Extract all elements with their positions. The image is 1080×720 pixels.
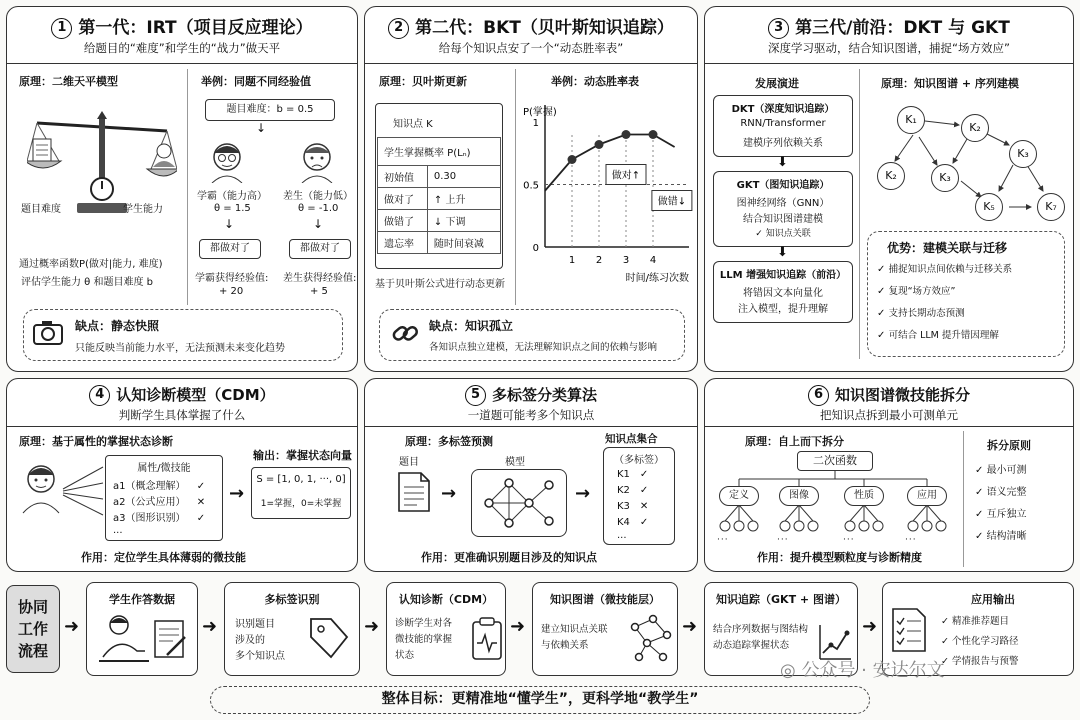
rule-title: 拆分原则	[987, 439, 1031, 452]
bkt-row-key: 遗忘率	[378, 232, 428, 254]
knowledge-node: K₇	[1037, 193, 1065, 221]
check-icon: ✓	[877, 286, 889, 297]
low-student-name: 差生（能力低）	[283, 191, 353, 202]
dkt-title: DKT（深度知识追踪）	[731, 104, 835, 115]
check-icon: ✓	[975, 531, 987, 542]
difficulty-label: 题目难度	[21, 204, 61, 215]
workflow-label: 协同 工作 流程	[6, 585, 60, 673]
panel-irt-subtitle: 给题目的“难度”和学生的“战力”做天平	[83, 41, 281, 55]
correct-box-low: 都做对了	[289, 239, 351, 259]
flow-step-graph	[532, 582, 678, 676]
panel-multilabel-subtitle: 一道题可能考多个知识点	[467, 408, 595, 422]
child-node: 图像	[779, 486, 819, 506]
dkt-line-1: RNN/Transformer	[740, 118, 826, 129]
knowledge-node: K₃	[931, 164, 959, 192]
child-node: 定义	[719, 486, 759, 506]
knowledge-node: K₂	[877, 162, 905, 190]
clipboard-icon	[471, 617, 503, 661]
low-student-icon	[297, 139, 337, 183]
panel-bkt	[364, 6, 698, 372]
check-icon: ✓	[975, 487, 987, 498]
check-icon: ✓	[196, 481, 206, 492]
model-label: 模型	[505, 457, 525, 468]
irt-formula-1: 通过概率函数P(做对|能力, 难度)	[19, 259, 163, 270]
check-icon: ✓	[877, 308, 889, 319]
attribute-title: 属性/微技能	[137, 463, 191, 474]
flow-step-title: 学生作答数据	[109, 593, 175, 606]
arrow-right-icon: ➜	[510, 616, 526, 637]
question-label: 题目	[399, 457, 419, 468]
y-axis-label: P(掌握)	[523, 107, 557, 118]
flow-step-desc: 动态追踪掌握状态	[713, 640, 790, 651]
bkt-row-key: 初始值	[378, 166, 428, 188]
top-gain-label: 学霸获得经验值:	[195, 273, 269, 284]
knowledge-node: K₃	[1009, 140, 1037, 168]
check-icon: ✓	[941, 656, 952, 667]
cross-icon: ✕	[639, 501, 649, 512]
multilabel-principle: 原理：多标签预测	[405, 435, 493, 448]
panel-skill-split	[704, 378, 1074, 572]
document-icon	[397, 471, 431, 513]
bkt-row-value: 0.30	[427, 166, 500, 188]
arrow-right-icon: →	[229, 483, 245, 504]
cdm-effect: 作用：定位学生具体薄弱的微技能	[81, 551, 246, 564]
flow-step-desc: 结合序列数据与图结构	[713, 624, 809, 635]
right-answer-label: 做对↑	[611, 170, 641, 182]
cdm-principle: 原理：基于属性的掌握状态诊断	[19, 435, 173, 448]
attribute-item: ...	[113, 525, 123, 536]
graph-icon	[627, 613, 675, 665]
attribute-item: a1（概念理解） ✓	[113, 481, 206, 492]
attribute-item: a2（公式应用） ✕	[113, 497, 206, 508]
child-node: 应用	[907, 486, 947, 506]
bkt-table-head: 学生掌握概率 P(Lₙ)	[378, 138, 501, 166]
data-point	[649, 130, 658, 139]
flow-step-title: 知识追踪（GKT + 图谱）	[716, 593, 846, 606]
flow-step-desc: 与依赖关系	[541, 640, 589, 651]
check-icon: ✓	[877, 264, 889, 275]
check-icon: ✓	[975, 509, 987, 520]
panel-bkt-title: 2 第二代：BKT（贝叶斯知识追踪）	[365, 13, 697, 39]
data-point	[622, 130, 631, 139]
panel-dkt-gkt	[704, 6, 1074, 372]
rule-item: ✓ 最小可测	[975, 465, 1027, 476]
graph-title: 原理：知识图谱 + 序列建模	[881, 77, 1019, 90]
bkt-row-key: 做对了	[378, 188, 428, 210]
panel-cdm-title: 4 认知诊断模型（CDM）	[7, 384, 357, 406]
bkt-table-title: 知识点 K	[393, 119, 433, 130]
arrow-right-icon: →	[441, 483, 457, 504]
down-arrow-icon: ↓	[224, 217, 235, 231]
panel-number: 5	[465, 385, 486, 406]
advantage-item: ✓ 复现“场方效应”	[877, 286, 956, 297]
arrow-right-icon: ➜	[364, 616, 380, 637]
gkt-line-2: 结合知识图谱建模	[743, 214, 823, 225]
gkt-line-1: 图神经网络（GNN）	[736, 198, 830, 209]
knowledge-node: K₂	[961, 114, 989, 142]
flow-step-desc: 微技能的掌握	[395, 634, 453, 645]
llm-line-1: 将错因文本向量化	[743, 288, 823, 299]
check-icon: ✓	[639, 517, 649, 528]
advantage-item: ✓ 支持长期动态预测	[877, 308, 965, 319]
evolution-title: 发展演进	[755, 77, 799, 90]
dkt-line-2: 建模序列依赖关系	[743, 138, 823, 149]
gkt-title: GKT（图知识追踪）	[736, 180, 830, 191]
difficulty-box: 题目难度：b = 0.5	[205, 99, 335, 121]
knowledge-node: K₅	[975, 193, 1003, 221]
flow-step-desc: 多个知识点	[235, 651, 285, 662]
cdm-output-title: 输出：掌握状态向量	[253, 449, 352, 462]
panel-irt	[6, 6, 358, 372]
cross-icon: ✕	[196, 497, 206, 508]
irt-weakness-title: 缺点：静态快照	[75, 319, 160, 333]
top-student-name: 学霸（能力高）	[197, 191, 267, 202]
arrow-right-icon: ➜	[202, 616, 218, 637]
top-gain-value: + 20	[219, 286, 244, 297]
bkt-row-key: 做错了	[378, 210, 428, 232]
irt-example-title: 举例：同题不同经验值	[201, 75, 311, 88]
flow-step-cdm	[386, 582, 506, 676]
bkt-table	[377, 137, 501, 254]
bkt-row-value: ↓ 下调	[427, 210, 500, 232]
split-tree-lines	[709, 471, 959, 541]
arrow-right-icon: ➜	[64, 616, 80, 637]
flow-step-answers	[86, 582, 198, 676]
flow-step-multilabel	[224, 582, 360, 676]
ability-label: 学生能力	[123, 204, 163, 215]
panel-number: 3	[768, 18, 789, 39]
advantage-title: 优势：建模关联与迁移	[887, 241, 1008, 255]
arrow-right-icon: →	[575, 483, 591, 504]
rule-item: ✓ 语义完整	[975, 487, 1027, 498]
panel-irt-title: 1 第一代：IRT（项目反应理论）	[7, 13, 357, 39]
flow-step-title: 应用输出	[971, 593, 1015, 606]
panel-skill-subtitle: 把知识点拆到最小可测单元	[820, 408, 958, 422]
output-item: ✓ 精准推荐题目	[941, 616, 1009, 627]
panel-cdm	[6, 378, 358, 572]
y-tick-label: 0.5	[523, 180, 539, 192]
panel-dkt-title: 3 第三代/前沿：DKT 与 GKT	[705, 13, 1073, 39]
advantage-item: ✓ 捕捉知识点间依赖与迁移关系	[877, 264, 1013, 275]
panel-number: 4	[89, 385, 110, 406]
bkt-example-title: 举例：动态胜率表	[551, 75, 639, 88]
x-axis-label: 时间/练习次数	[625, 273, 689, 284]
panel-multilabel	[364, 378, 698, 572]
low-student-theta: θ = -1.0	[298, 203, 339, 214]
bkt-principle: 原理：贝叶斯更新	[379, 75, 467, 88]
flow-step-title: 认知诊断（CDM）	[398, 593, 494, 606]
skill-effect: 作用：提升模型颗粒度与诊断精度	[757, 551, 922, 564]
check-icon: ✓	[877, 330, 889, 341]
check-icon: ✓	[975, 465, 987, 476]
x-tick-label: 4	[649, 255, 657, 266]
output-item: ✓ 学情报告与预警	[941, 656, 1019, 667]
arrow-right-icon: ➜	[682, 616, 698, 637]
ellipsis-icon: ···	[777, 535, 789, 545]
down-arrow-icon: ↓	[256, 121, 267, 135]
advantage-item: ✓ 可结合 LLM 提升错因理解	[877, 330, 999, 341]
tag-icon	[307, 613, 351, 663]
check-icon: ✓	[639, 469, 649, 480]
camera-icon	[33, 319, 63, 345]
bkt-row-value: ↑ 上升	[427, 188, 500, 210]
cdm-vector: S = [1, 0, 1, ···, 0]	[256, 474, 346, 485]
panel-number: 2	[388, 18, 409, 39]
y-tick-label: 1	[532, 118, 539, 129]
knowledge-node: K₁	[897, 106, 925, 134]
down-arrow-icon: ↓	[313, 217, 324, 231]
label-set-subtitle: （多标签）	[614, 455, 664, 466]
wrong-answer-label: 做错↓	[657, 196, 687, 208]
cdm-legend: 1=掌握，0=未掌握	[260, 499, 342, 509]
x-tick-label: 3	[622, 255, 630, 266]
checklist-icon	[891, 607, 927, 653]
rule-item: ✓ 结构清晰	[975, 531, 1027, 542]
bkt-weakness-desc: 各知识点独立建模，无法理解知识点之间的依赖与影响	[429, 342, 658, 353]
ellipsis-icon: ···	[843, 535, 855, 545]
bkt-row-value: 随时间衰减	[427, 232, 500, 254]
top-student-theta: θ = 1.5	[214, 203, 251, 214]
ellipsis-icon: ···	[717, 535, 729, 545]
low-gain-value: + 5	[310, 286, 328, 297]
irt-formula-2: 评估学生能力 θ 和题目难度 b	[21, 277, 154, 288]
gkt-line-3: ✓ 知识点关联	[755, 229, 811, 239]
data-point	[595, 140, 604, 149]
check-icon: ✓	[941, 616, 952, 627]
wechat-icon: ◎	[780, 660, 796, 681]
rule-item: ✓ 互斥独立	[975, 509, 1027, 520]
multilabel-effect: 作用：更准确识别题目涉及的知识点	[421, 551, 597, 564]
data-point	[568, 155, 577, 164]
label-set-title: 知识点集合	[605, 433, 658, 445]
flow-step-desc: 建立知识点关联	[541, 624, 608, 635]
label-item: K3 ✕	[617, 501, 649, 512]
bkt-weakness-title: 缺点：知识孤立	[429, 319, 514, 333]
correct-box-top: 都做对了	[199, 239, 261, 259]
child-node: 性质	[844, 486, 884, 506]
ellipsis-icon: ···	[905, 535, 917, 545]
panel-skill-title: 6 知识图谱微技能拆分	[705, 384, 1073, 406]
top-student-icon	[207, 139, 247, 183]
wechat-watermark: ◎ 公众号 · 安达尔文	[780, 660, 945, 681]
irt-weakness-desc: 只能反映当前能力水平，无法预测未来变化趋势	[75, 343, 285, 354]
check-icon: ✓	[196, 513, 206, 524]
root-node: 二次函数	[797, 451, 873, 471]
bkt-table-note: 基于贝叶斯公式进行动态更新	[375, 279, 505, 290]
flow-step-desc: 识别题目	[235, 619, 275, 630]
panel-bkt-subtitle: 给每个知识点安了一个“动态胜率表”	[438, 41, 624, 55]
panel-dkt-subtitle: 深度学习驱动，结合知识图谱，捕捉“场方效应”	[768, 41, 1010, 55]
arrow-right-icon: ➜	[862, 616, 878, 637]
check-icon: ✓	[639, 485, 649, 496]
panel-cdm-subtitle: 判断学生具体掌握了什么	[118, 408, 246, 422]
flow-step-title: 知识图谱（微技能层）	[550, 593, 660, 606]
down-arrow-icon: ⬇	[777, 155, 788, 170]
irt-principle: 原理：二维天平模型	[19, 75, 118, 88]
overall-goal: 整体目标：更精准地“懂学生”，更科学地“教学生”	[210, 686, 870, 714]
bkt-chart	[519, 97, 695, 285]
student-icon	[19, 459, 109, 523]
check-icon: ✓	[941, 636, 952, 647]
y-tick-label: 0	[532, 243, 539, 254]
label-item: K1 ✓	[617, 469, 649, 480]
skill-principle: 原理：自上而下拆分	[745, 435, 844, 448]
llm-line-2: 注入模型，提升理解	[738, 304, 828, 315]
panel-number: 6	[808, 385, 829, 406]
student-writing-icon	[97, 611, 189, 671]
attribute-item: a3（图形识别） ✓	[113, 513, 206, 524]
x-tick-label: 1	[568, 255, 576, 266]
flow-step-desc: 状态	[395, 650, 415, 661]
chain-icon	[391, 320, 419, 346]
low-gain-label: 差生获得经验值:	[283, 273, 357, 284]
network-icon	[477, 473, 561, 533]
label-item: ...	[617, 530, 627, 541]
llm-title: LLM 增强知识追踪（前沿）	[719, 270, 847, 281]
flow-step-desc: 涉及的	[235, 635, 265, 646]
panel-number: 1	[51, 18, 72, 39]
label-item: K4 ✓	[617, 517, 649, 528]
down-arrow-icon: ⬇	[777, 245, 788, 260]
x-tick-label: 2	[595, 255, 603, 266]
flow-step-title: 多标签识别	[264, 593, 320, 606]
panel-multilabel-title: 5 多标签分类算法	[365, 384, 697, 406]
label-item: K2 ✓	[617, 485, 649, 496]
bkt-weakness	[379, 309, 685, 361]
output-item: ✓ 个性化学习路径	[941, 636, 1019, 647]
flow-step-desc: 诊断学生对各	[395, 618, 453, 629]
